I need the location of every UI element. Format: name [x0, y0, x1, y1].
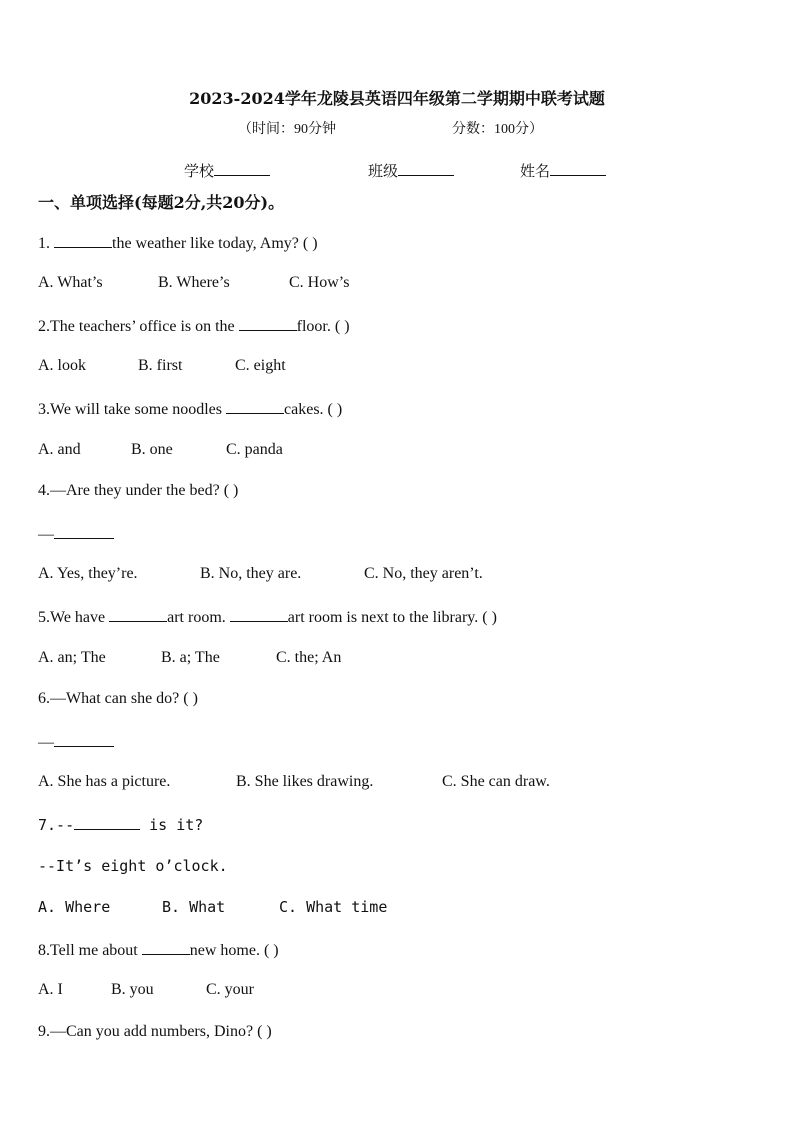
option-c: C. panda — [226, 441, 283, 458]
question-text-before: 8.Tell me about — [38, 942, 138, 959]
name-field — [520, 160, 606, 181]
option-a: A. Yes, they’re. — [38, 565, 138, 582]
option-a: A. Where — [38, 898, 111, 916]
question-text-start: 5.We have — [38, 609, 106, 626]
question-1 — [38, 233, 318, 253]
question-text-start: 7.-- — [38, 816, 75, 834]
question-8-options — [38, 981, 254, 999]
question-text-after: new home. ( ) — [189, 942, 279, 959]
question-text-mid: art room. — [167, 609, 226, 626]
answer-blank-1 — [109, 607, 167, 622]
name-label: 姓名 — [520, 164, 551, 180]
question-4-options — [38, 565, 483, 583]
question-6-answer-line — [38, 732, 114, 752]
option-b: B. She likes drawing. — [236, 773, 374, 790]
answer-blank — [54, 233, 112, 248]
question-9: 9.—Can you add numbers, Dino? ( ) — [38, 1023, 272, 1040]
question-5 — [38, 607, 497, 627]
option-b: B. a; The — [161, 649, 220, 666]
option-a: A. and — [38, 441, 81, 458]
question-2-options — [38, 357, 286, 375]
option-a: A. look — [38, 357, 86, 374]
class-label: 班级 — [368, 164, 399, 180]
name-blank — [550, 161, 606, 176]
answer-blank — [54, 524, 114, 539]
question-text-end: art room is next to the library. ( ) — [287, 609, 497, 626]
question-text-after: floor. ( ) — [296, 318, 350, 335]
option-c: C. your — [206, 981, 254, 998]
question-3 — [38, 399, 342, 419]
option-c: C. She can draw. — [442, 773, 550, 790]
answer-blank — [226, 399, 284, 414]
answer-blank — [54, 732, 114, 747]
dash: — — [38, 526, 54, 543]
option-c: C. No, they aren’t. — [364, 565, 483, 582]
question-7 — [38, 815, 203, 834]
class-field — [368, 160, 454, 181]
question-2 — [38, 316, 350, 336]
question-8 — [38, 940, 279, 960]
question-1-options — [38, 274, 349, 292]
question-text: the weather like today, Amy? ( ) — [112, 235, 318, 252]
question-text-before: 2.The teachers’ office is on the — [38, 318, 235, 335]
option-b: B. No, they are. — [200, 565, 302, 582]
option-c: C. How’s — [289, 274, 350, 291]
question-text-end: is it? — [140, 816, 204, 834]
question-4: 4.—Are they under the bed? ( ) — [38, 482, 239, 499]
option-a: A. She has a picture. — [38, 773, 171, 790]
question-text-after: cakes. ( ) — [284, 401, 343, 418]
dash: — — [38, 734, 54, 751]
option-b: B. Where’s — [158, 274, 230, 291]
option-b: B. first — [138, 357, 183, 374]
question-3-options — [38, 441, 283, 459]
answer-blank — [239, 316, 297, 331]
question-7-options — [38, 898, 387, 916]
section-heading: 一、单项选择(每题2分,共20分)。 — [38, 193, 285, 212]
option-b: B. you — [111, 981, 154, 998]
exam-time: （时间：90分钟 — [238, 122, 336, 137]
answer-blank — [74, 815, 140, 830]
question-6-options — [38, 773, 550, 791]
exam-score: 分数：100分） — [452, 122, 543, 137]
class-blank — [398, 161, 454, 176]
question-4-answer-line — [38, 524, 114, 544]
answer-blank — [142, 940, 190, 955]
school-blank — [214, 161, 270, 176]
question-6: 6.—What can she do? ( ) — [38, 690, 198, 707]
answer-blank-2 — [230, 607, 288, 622]
question-5-options — [38, 649, 341, 667]
question-text-before: 3.We will take some noodles — [38, 401, 223, 418]
option-b: B. What — [162, 898, 226, 916]
school-field — [184, 160, 270, 181]
exam-title: 2023-2024学年龙陵县英语四年级第二学期期中联考试题 — [189, 89, 605, 108]
question-number: 1. — [38, 235, 50, 252]
option-a: A. an; The — [38, 649, 106, 666]
question-7-line-2: --It’s eight o’clock. — [38, 857, 228, 875]
option-c: C. eight — [235, 357, 286, 374]
option-c: C. What time — [279, 898, 388, 916]
option-a: A. I — [38, 981, 63, 998]
option-b: B. one — [131, 441, 173, 458]
school-label: 学校 — [184, 164, 215, 180]
option-a: A. What’s — [38, 274, 103, 291]
option-c: C. the; An — [276, 649, 342, 666]
